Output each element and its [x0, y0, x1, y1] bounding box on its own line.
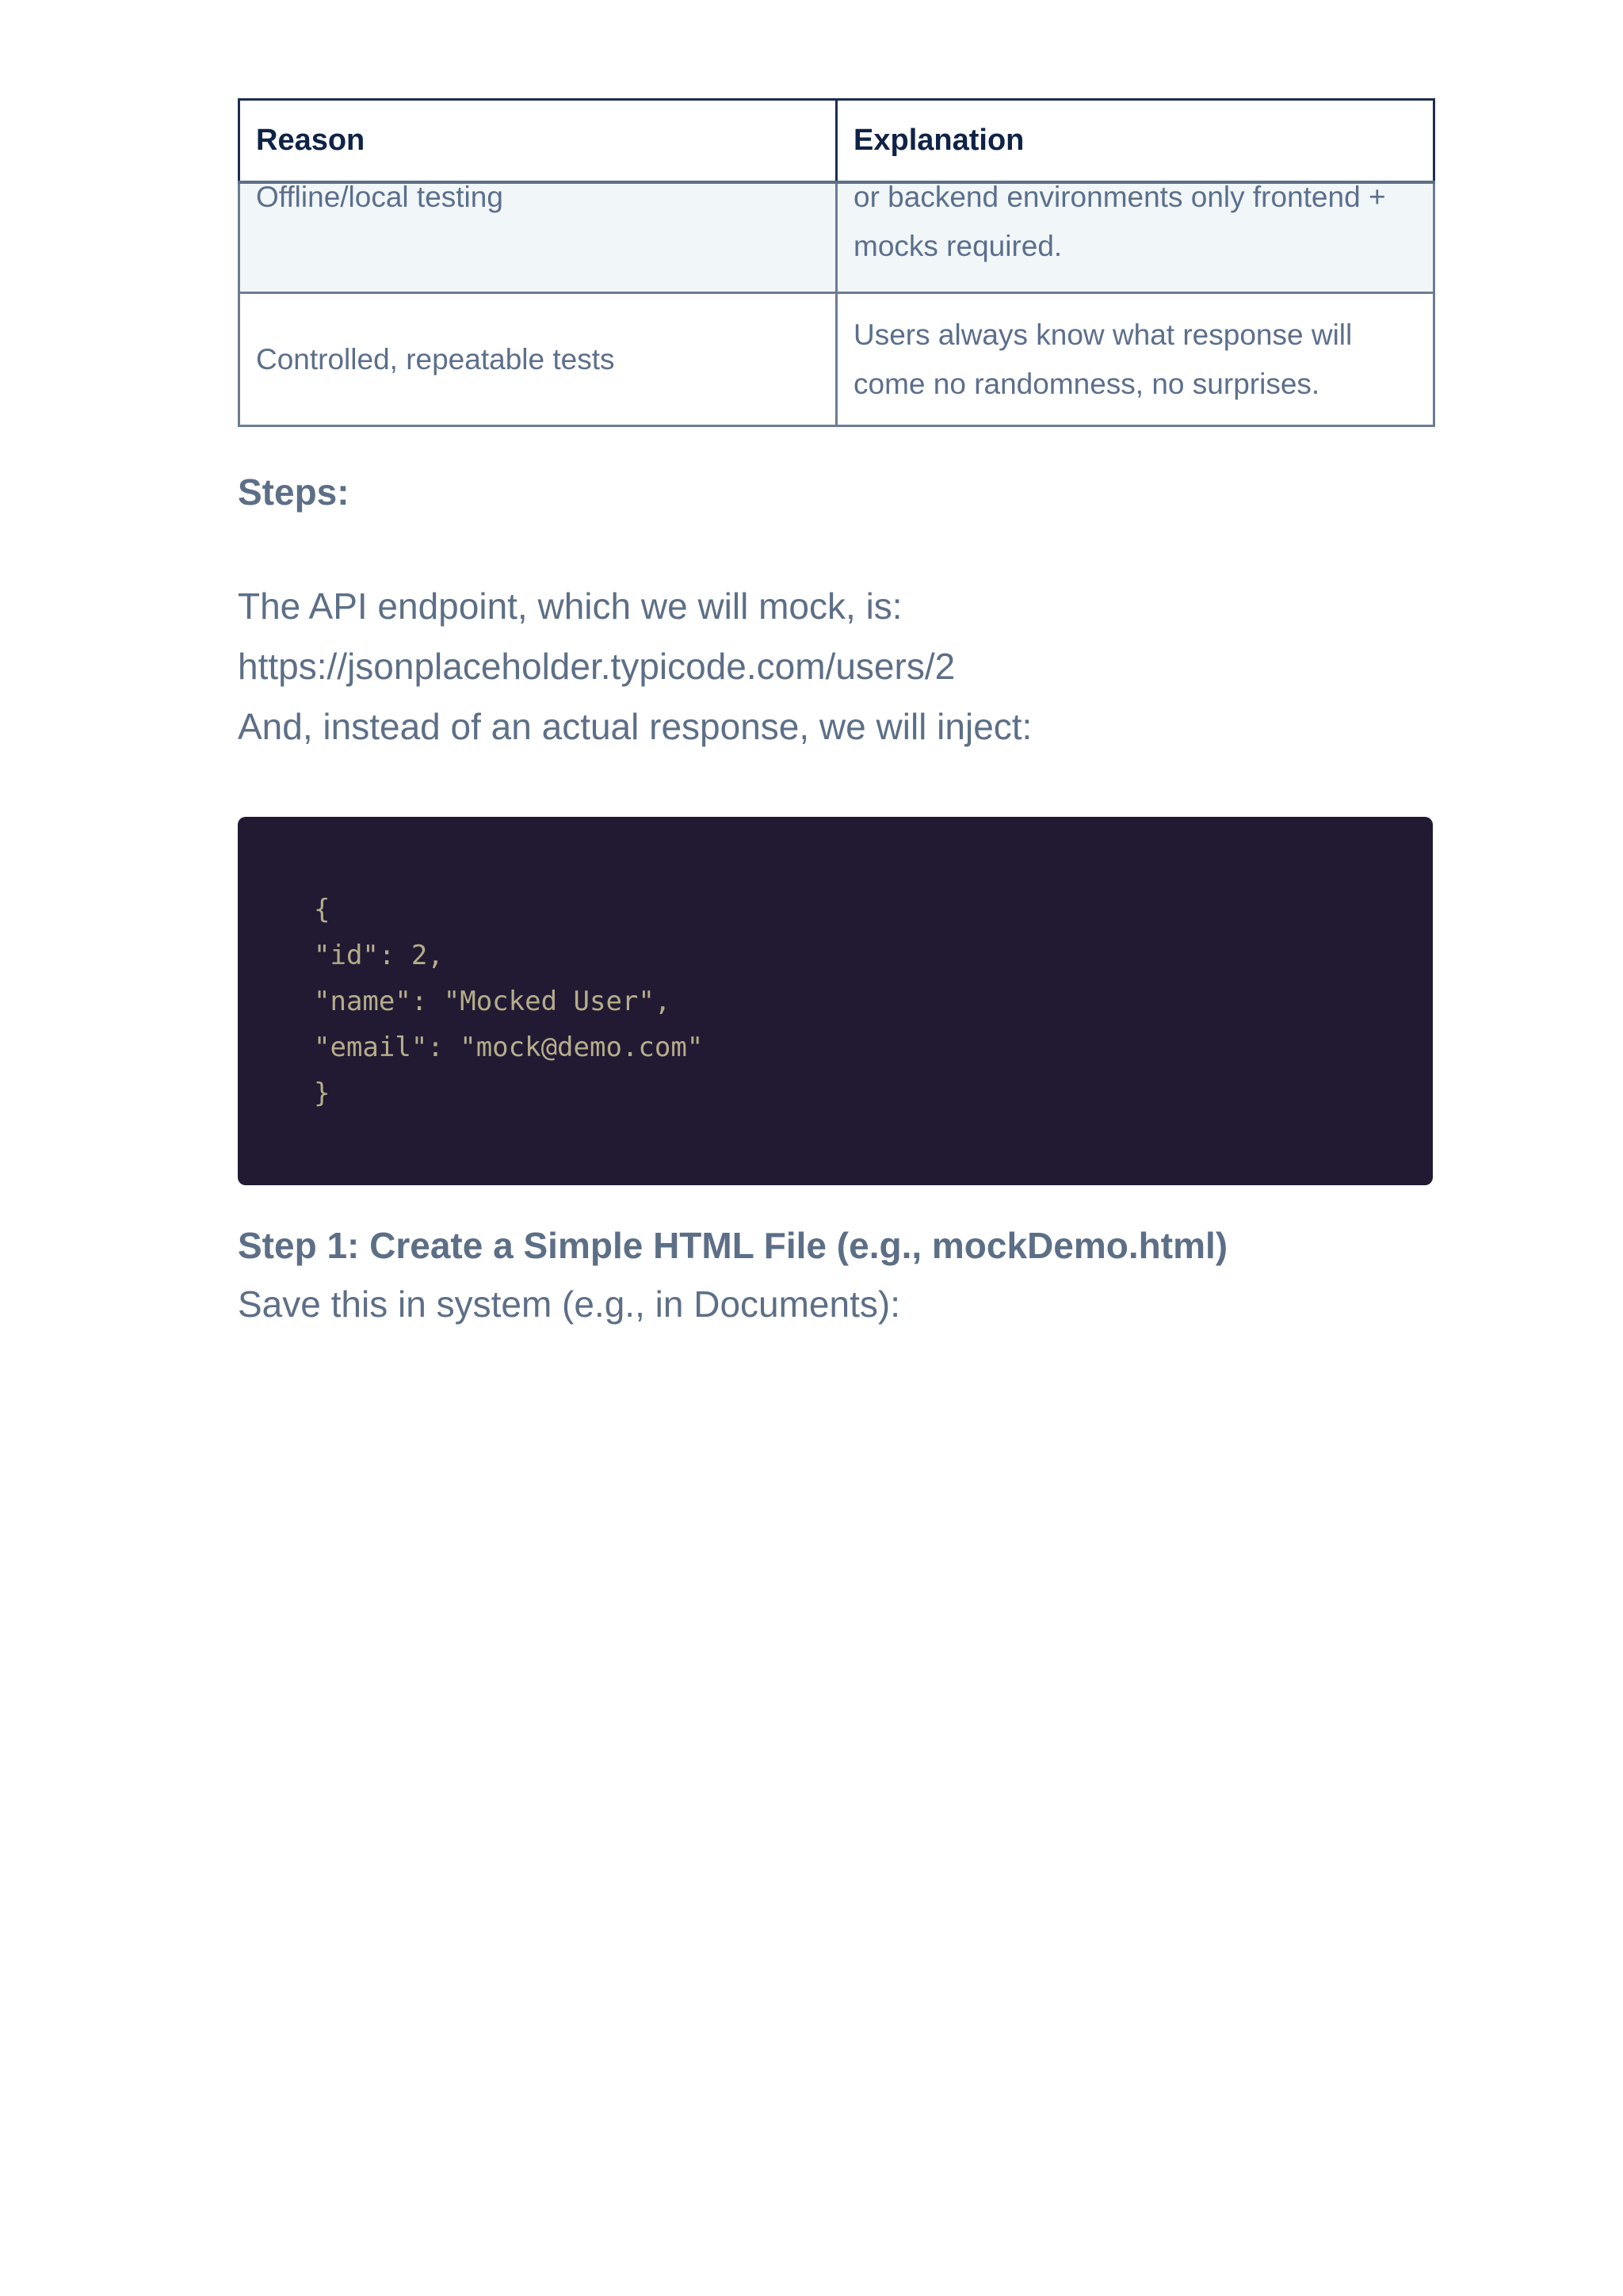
table-row: [239, 293, 1434, 426]
step1-title: Step 1: Create a Simple HTML File (e.g., mockDemo.html): [238, 1225, 1228, 1266]
code-line: "id": 2,: [314, 940, 444, 971]
table-header-row: [239, 100, 1434, 182]
cell-reason: Controlled, repeatable tests: [239, 293, 837, 426]
header-reason: Reason: [239, 100, 837, 182]
intro-line: And, instead of an actual response, we will inject:: [238, 706, 1033, 747]
intro-paragraph: [238, 576, 1433, 757]
code-line: }: [314, 1077, 330, 1109]
cell-explanation: Users always know what response will come no randomness, no surprises.: [837, 293, 1434, 426]
cell-explanation: or backend environments only frontend + mocks required.: [837, 182, 1434, 293]
cell-reason: Offline/local testing: [239, 182, 837, 293]
header-explanation: Explanation: [837, 100, 1434, 182]
code-block: [238, 817, 1433, 1185]
code-content: [314, 887, 1433, 1116]
endpoint-url: https://jsonplaceholder.typicode.com/users/2: [238, 646, 956, 687]
code-line: "name": "Mocked User",: [314, 986, 671, 1017]
intro-line: The API endpoint, which we will mock, is:: [238, 585, 903, 627]
code-line: "email": "mock@demo.com": [314, 1032, 704, 1063]
reasons-table: [238, 98, 1435, 427]
code-line: {: [314, 894, 330, 925]
table-row: [239, 182, 1434, 293]
steps-heading: Steps:: [238, 471, 349, 513]
step1-description: Save this in system (e.g., in Documents):: [238, 1283, 900, 1325]
document-page: [238, 98, 1433, 1334]
